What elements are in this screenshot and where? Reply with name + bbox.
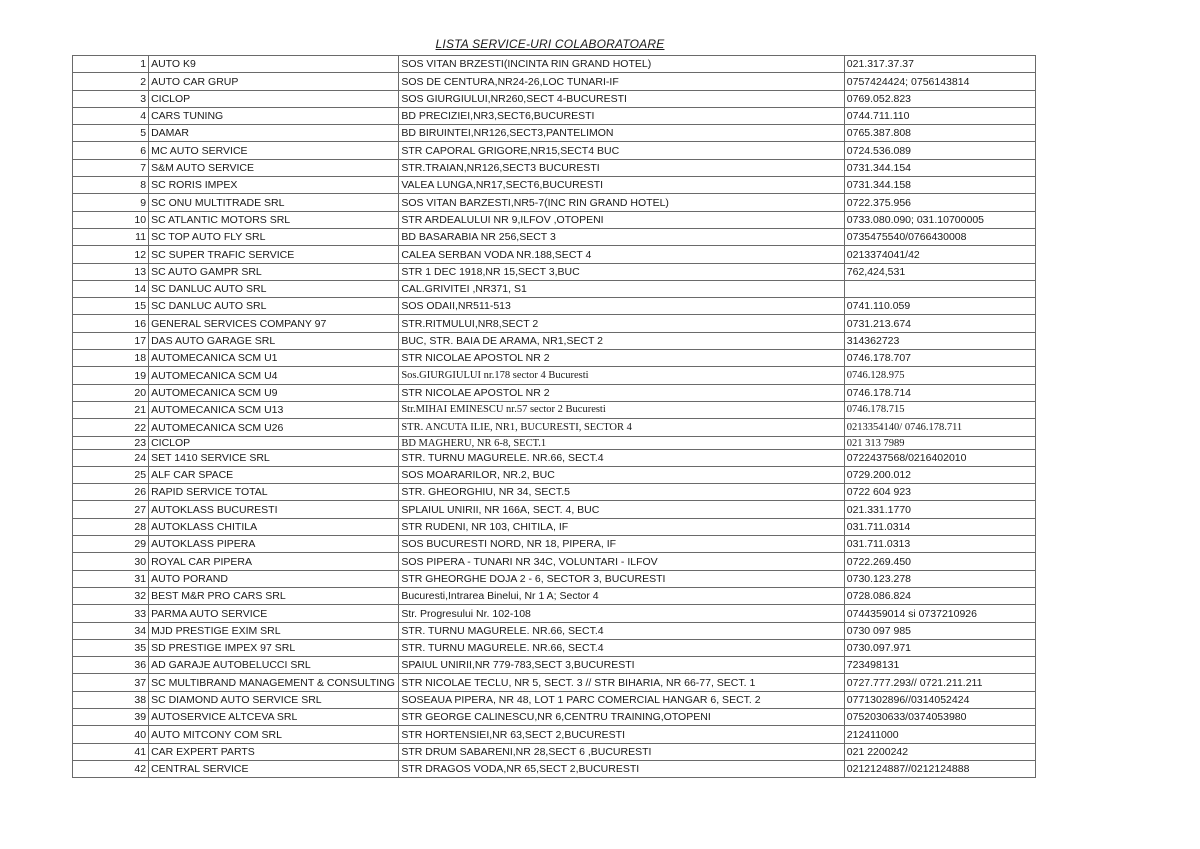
address-cell: BD MAGHERU, NR 6-8, SECT.1	[399, 436, 844, 449]
row-number-cell: 26	[73, 484, 149, 501]
service-name-cell: CICLOP	[149, 436, 399, 449]
row-number-cell: 11	[73, 228, 149, 245]
address-cell: BUC, STR. BAIA DE ARAMA, NR1,SECT 2	[399, 332, 844, 349]
phone-cell: 021.331.1770	[844, 501, 1035, 518]
address-cell: BD BIRUINTEI,NR126,SECT3,PANTELIMON	[399, 125, 844, 142]
service-name-cell: SET 1410 SERVICE SRL	[149, 449, 399, 466]
row-number-cell: 24	[73, 449, 149, 466]
row-number-cell: 37	[73, 674, 149, 691]
phone-cell: 212411000	[844, 726, 1035, 743]
phone-cell: 0746.128.975	[844, 367, 1035, 384]
service-name-cell: AUTOMECANICA SCM U26	[149, 419, 399, 436]
address-cell: STR RUDENI, NR 103, CHITILA, IF	[399, 518, 844, 535]
row-number-cell: 31	[73, 570, 149, 587]
row-number-cell: 23	[73, 436, 149, 449]
table-row	[73, 315, 1036, 332]
row-number-cell: 17	[73, 332, 149, 349]
table-row	[73, 298, 1036, 315]
row-number-cell: 9	[73, 194, 149, 211]
phone-cell	[844, 280, 1035, 297]
table-row	[73, 56, 1036, 73]
service-name-cell: SC ATLANTIC MOTORS SRL	[149, 211, 399, 228]
row-number-cell: 27	[73, 501, 149, 518]
table-row	[73, 107, 1036, 124]
phone-cell: 0722437568/0216402010	[844, 449, 1035, 466]
table-row	[73, 73, 1036, 90]
address-cell: SOS PIPERA - TUNARI NR 34C, VOLUNTARI - ILFOV	[399, 553, 844, 570]
service-name-cell: SC SUPER TRAFIC SERVICE	[149, 246, 399, 263]
service-name-cell: SD PRESTIGE IMPEX 97 SRL	[149, 639, 399, 656]
address-cell: SOS MOARARILOR, NR.2, BUC	[399, 466, 844, 483]
address-cell: STR. GHEORGHIU, NR 34, SECT.5	[399, 484, 844, 501]
phone-cell: 0746.178.707	[844, 350, 1035, 367]
service-name-cell: PARMA AUTO SERVICE	[149, 605, 399, 622]
service-name-cell: CARS TUNING	[149, 107, 399, 124]
table-row	[73, 726, 1036, 743]
address-cell: STR GHEORGHE DOJA 2 - 6, SECTOR 3, BUCURESTI	[399, 570, 844, 587]
phone-cell: 0746.178.715	[844, 401, 1035, 418]
address-cell: CALEA SERBAN VODA NR.188,SECT 4	[399, 246, 844, 263]
row-number-cell: 28	[73, 518, 149, 535]
address-cell: Sos.GIURGIULUI nr.178 sector 4 Bucuresti	[399, 367, 844, 384]
row-number-cell: 15	[73, 298, 149, 315]
table-row	[73, 449, 1036, 466]
address-cell: STR. TURNU MAGURELE. NR.66, SECT.4	[399, 622, 844, 639]
service-name-cell: CAR EXPERT PARTS	[149, 743, 399, 760]
address-cell: STR. TURNU MAGURELE. NR.66, SECT.4	[399, 449, 844, 466]
service-name-cell: SC DIAMOND AUTO SERVICE SRL	[149, 691, 399, 708]
row-number-cell: 4	[73, 107, 149, 124]
table-row	[73, 384, 1036, 401]
service-name-cell: SC AUTO GAMPR SRL	[149, 263, 399, 280]
table-row	[73, 194, 1036, 211]
address-cell: STR NICOLAE APOSTOL NR 2	[399, 350, 844, 367]
phone-cell: 0730.097.971	[844, 639, 1035, 656]
address-cell: SPAIUL UNIRII,NR 779-783,SECT 3,BUCURESTI	[399, 657, 844, 674]
phone-cell: 0771302896//0314052424	[844, 691, 1035, 708]
address-cell: STR 1 DEC 1918,NR 15,SECT 3,BUC	[399, 263, 844, 280]
service-name-cell: AUTOMECANICA SCM U13	[149, 401, 399, 418]
table-row	[73, 246, 1036, 263]
table-row	[73, 536, 1036, 553]
table-row	[73, 367, 1036, 384]
phone-cell: 0731.344.158	[844, 177, 1035, 194]
table-row	[73, 657, 1036, 674]
service-name-cell: CENTRAL SERVICE	[149, 760, 399, 777]
row-number-cell: 42	[73, 760, 149, 777]
service-name-cell: SC TOP AUTO FLY SRL	[149, 228, 399, 245]
table-row	[73, 570, 1036, 587]
address-cell: STR. ANCUTA ILIE, NR1, BUCURESTI, SECTOR 4	[399, 419, 844, 436]
phone-cell: 0722.375.956	[844, 194, 1035, 211]
row-number-cell: 30	[73, 553, 149, 570]
phone-cell: 723498131	[844, 657, 1035, 674]
phone-cell: 0769.052.823	[844, 90, 1035, 107]
service-name-cell: RAPID SERVICE TOTAL	[149, 484, 399, 501]
phone-cell: 0730 097 985	[844, 622, 1035, 639]
table-row	[73, 263, 1036, 280]
address-cell: SOS DE CENTURA,NR24-26,LOC TUNARI-IF	[399, 73, 844, 90]
phone-cell: 021 313 7989	[844, 436, 1035, 449]
row-number-cell: 35	[73, 639, 149, 656]
address-cell: SOS ODAII,NR511-513	[399, 298, 844, 315]
service-name-cell: AUTOKLASS PIPERA	[149, 536, 399, 553]
phone-cell: 0757424424; 0756143814	[844, 73, 1035, 90]
row-number-cell: 6	[73, 142, 149, 159]
table-row	[73, 708, 1036, 725]
address-cell: Str.MIHAI EMINESCU nr.57 sector 2 Bucuresti	[399, 401, 844, 418]
phone-cell: 021.317.37.37	[844, 56, 1035, 73]
phone-cell: 0744.711.110	[844, 107, 1035, 124]
phone-cell: 0727.777.293// 0721.211.211	[844, 674, 1035, 691]
phone-cell: 0724.536.089	[844, 142, 1035, 159]
service-name-cell: MJD PRESTIGE EXIM SRL	[149, 622, 399, 639]
table-row	[73, 228, 1036, 245]
row-number-cell: 1	[73, 56, 149, 73]
service-name-cell: SC ONU MULTITRADE SRL	[149, 194, 399, 211]
table-row	[73, 587, 1036, 604]
table-row	[73, 436, 1036, 449]
phone-cell: 021 2200242	[844, 743, 1035, 760]
row-number-cell: 13	[73, 263, 149, 280]
table-row	[73, 622, 1036, 639]
phone-cell: 0744359014 si 0737210926	[844, 605, 1035, 622]
row-number-cell: 8	[73, 177, 149, 194]
address-cell: STR CAPORAL GRIGORE,NR15,SECT4 BUC	[399, 142, 844, 159]
service-name-cell: AUTOSERVICE ALTCEVA SRL	[149, 708, 399, 725]
phone-cell: 0728.086.824	[844, 587, 1035, 604]
address-cell: BD BASARABIA NR 256,SECT 3	[399, 228, 844, 245]
service-name-cell: AUTO MITCONY COM SRL	[149, 726, 399, 743]
address-cell: SOS GIURGIULUI,NR260,SECT 4-BUCURESTI	[399, 90, 844, 107]
row-number-cell: 7	[73, 159, 149, 176]
service-table	[72, 55, 1036, 778]
row-number-cell: 21	[73, 401, 149, 418]
row-number-cell: 5	[73, 125, 149, 142]
row-number-cell: 32	[73, 587, 149, 604]
address-cell: STR HORTENSIEI,NR 63,SECT 2,BUCURESTI	[399, 726, 844, 743]
service-name-cell: CICLOP	[149, 90, 399, 107]
phone-cell: 031.711.0313	[844, 536, 1035, 553]
table-row	[73, 90, 1036, 107]
address-cell: SOS BUCURESTI NORD, NR 18, PIPERA, IF	[399, 536, 844, 553]
table-row	[73, 142, 1036, 159]
row-number-cell: 14	[73, 280, 149, 297]
address-cell: SOS VITAN BARZESTI,NR5-7(INC RIN GRAND HOTEL)	[399, 194, 844, 211]
row-number-cell: 20	[73, 384, 149, 401]
page-title: LISTA SERVICE-URI COLABORATOARE	[435, 37, 665, 51]
phone-cell: 0741.110.059	[844, 298, 1035, 315]
address-cell: STR.RITMULUI,NR8,SECT 2	[399, 315, 844, 332]
row-number-cell: 40	[73, 726, 149, 743]
service-name-cell: SC DANLUC AUTO SRL	[149, 280, 399, 297]
row-number-cell: 41	[73, 743, 149, 760]
service-name-cell: ROYAL CAR PIPERA	[149, 553, 399, 570]
row-number-cell: 33	[73, 605, 149, 622]
table-row	[73, 350, 1036, 367]
row-number-cell: 39	[73, 708, 149, 725]
phone-cell: 0735475540/0766430008	[844, 228, 1035, 245]
phone-cell: 0733.080.090; 031.10700005	[844, 211, 1035, 228]
phone-cell: 0730.123.278	[844, 570, 1035, 587]
service-name-cell: SC RORIS IMPEX	[149, 177, 399, 194]
service-name-cell: AUTOKLASS BUCURESTI	[149, 501, 399, 518]
address-cell: BD PRECIZIEI,NR3,SECT6,BUCURESTI	[399, 107, 844, 124]
table-body	[73, 56, 1036, 778]
table-row	[73, 605, 1036, 622]
row-number-cell: 29	[73, 536, 149, 553]
row-number-cell: 12	[73, 246, 149, 263]
phone-cell: 0752030633/0374053980	[844, 708, 1035, 725]
phone-cell: 314362723	[844, 332, 1035, 349]
table-row	[73, 743, 1036, 760]
table-row	[73, 159, 1036, 176]
phone-cell: 031.711.0314	[844, 518, 1035, 535]
service-name-cell: AUTOKLASS CHITILA	[149, 518, 399, 535]
address-cell: STR.TRAIAN,NR126,SECT3 BUCURESTI	[399, 159, 844, 176]
address-cell: STR DRAGOS VODA,NR 65,SECT 2,BUCURESTI	[399, 760, 844, 777]
phone-cell: 0731.344.154	[844, 159, 1035, 176]
address-cell: VALEA LUNGA,NR17,SECT6,BUCURESTI	[399, 177, 844, 194]
address-cell: Str. Progresului Nr. 102-108	[399, 605, 844, 622]
row-number-cell: 38	[73, 691, 149, 708]
service-name-cell: SC DANLUC AUTO SRL	[149, 298, 399, 315]
service-name-cell: DAMAR	[149, 125, 399, 142]
service-name-cell: SC MULTIBRAND MANAGEMENT & CONSULTING	[149, 674, 399, 691]
table-row	[73, 639, 1036, 656]
phone-cell: 0213354140/ 0746.178.711	[844, 419, 1035, 436]
phone-cell: 0731.213.674	[844, 315, 1035, 332]
row-number-cell: 25	[73, 466, 149, 483]
phone-cell: 0746.178.714	[844, 384, 1035, 401]
service-name-cell: AUTO PORAND	[149, 570, 399, 587]
table-row	[73, 419, 1036, 436]
service-name-cell: AUTOMECANICA SCM U1	[149, 350, 399, 367]
table-row	[73, 518, 1036, 535]
table-row	[73, 760, 1036, 777]
phone-cell: 0212124887//0212124888	[844, 760, 1035, 777]
table-row	[73, 674, 1036, 691]
table-row	[73, 211, 1036, 228]
table-row	[73, 501, 1036, 518]
service-name-cell: AUTO K9	[149, 56, 399, 73]
row-number-cell: 16	[73, 315, 149, 332]
row-number-cell: 34	[73, 622, 149, 639]
phone-cell: 0722.269.450	[844, 553, 1035, 570]
table-row	[73, 691, 1036, 708]
address-cell: STR GEORGE CALINESCU,NR 6,CENTRU TRAINING,OTOPENI	[399, 708, 844, 725]
table-row	[73, 280, 1036, 297]
row-number-cell: 22	[73, 419, 149, 436]
service-name-cell: MC AUTO SERVICE	[149, 142, 399, 159]
address-cell: SOS VITAN BRZESTI(INCINTA RIN GRAND HOTEL)	[399, 56, 844, 73]
address-cell: SOSEAUA PIPERA, NR 48, LOT 1 PARC COMERCIAL HANGAR 6, SECT. 2	[399, 691, 844, 708]
service-name-cell: BEST M&R PRO CARS SRL	[149, 587, 399, 604]
table-row	[73, 466, 1036, 483]
table-row	[73, 401, 1036, 418]
table-row	[73, 484, 1036, 501]
address-cell: STR NICOLAE TECLU, NR 5, SECT. 3 // STR BIHARIA, NR 66-77, SECT. 1	[399, 674, 844, 691]
phone-cell: 0729.200.012	[844, 466, 1035, 483]
service-name-cell: AUTOMECANICA SCM U4	[149, 367, 399, 384]
table-row	[73, 553, 1036, 570]
address-cell: Bucuresti,Intrarea Binelui, Nr 1 A; Sector 4	[399, 587, 844, 604]
address-cell: STR DRUM SABARENI,NR 28,SECT 6 ,BUCURESTI	[399, 743, 844, 760]
address-cell: CAL.GRIVITEI ,NR371, S1	[399, 280, 844, 297]
service-name-cell: AUTO CAR GRUP	[149, 73, 399, 90]
row-number-cell: 2	[73, 73, 149, 90]
address-cell: STR ARDEALULUI NR 9,ILFOV ,OTOPENI	[399, 211, 844, 228]
row-number-cell: 3	[73, 90, 149, 107]
row-number-cell: 19	[73, 367, 149, 384]
phone-cell: 0765.387.808	[844, 125, 1035, 142]
service-name-cell: S&M AUTO SERVICE	[149, 159, 399, 176]
phone-cell: 0213374041/42	[844, 246, 1035, 263]
table-row	[73, 125, 1036, 142]
table-row	[73, 332, 1036, 349]
service-name-cell: AD GARAJE AUTOBELUCCI SRL	[149, 657, 399, 674]
phone-cell: 0722 604 923	[844, 484, 1035, 501]
row-number-cell: 18	[73, 350, 149, 367]
phone-cell: 762,424,531	[844, 263, 1035, 280]
row-number-cell: 36	[73, 657, 149, 674]
service-name-cell: GENERAL SERVICES COMPANY 97	[149, 315, 399, 332]
address-cell: STR NICOLAE APOSTOL NR 2	[399, 384, 844, 401]
service-name-cell: AUTOMECANICA SCM U9	[149, 384, 399, 401]
address-cell: STR. TURNU MAGURELE. NR.66, SECT.4	[399, 639, 844, 656]
row-number-cell: 10	[73, 211, 149, 228]
service-name-cell: DAS AUTO GARAGE SRL	[149, 332, 399, 349]
address-cell: SPLAIUL UNIRII, NR 166A, SECT. 4, BUC	[399, 501, 844, 518]
service-name-cell: ALF CAR SPACE	[149, 466, 399, 483]
table-row	[73, 177, 1036, 194]
